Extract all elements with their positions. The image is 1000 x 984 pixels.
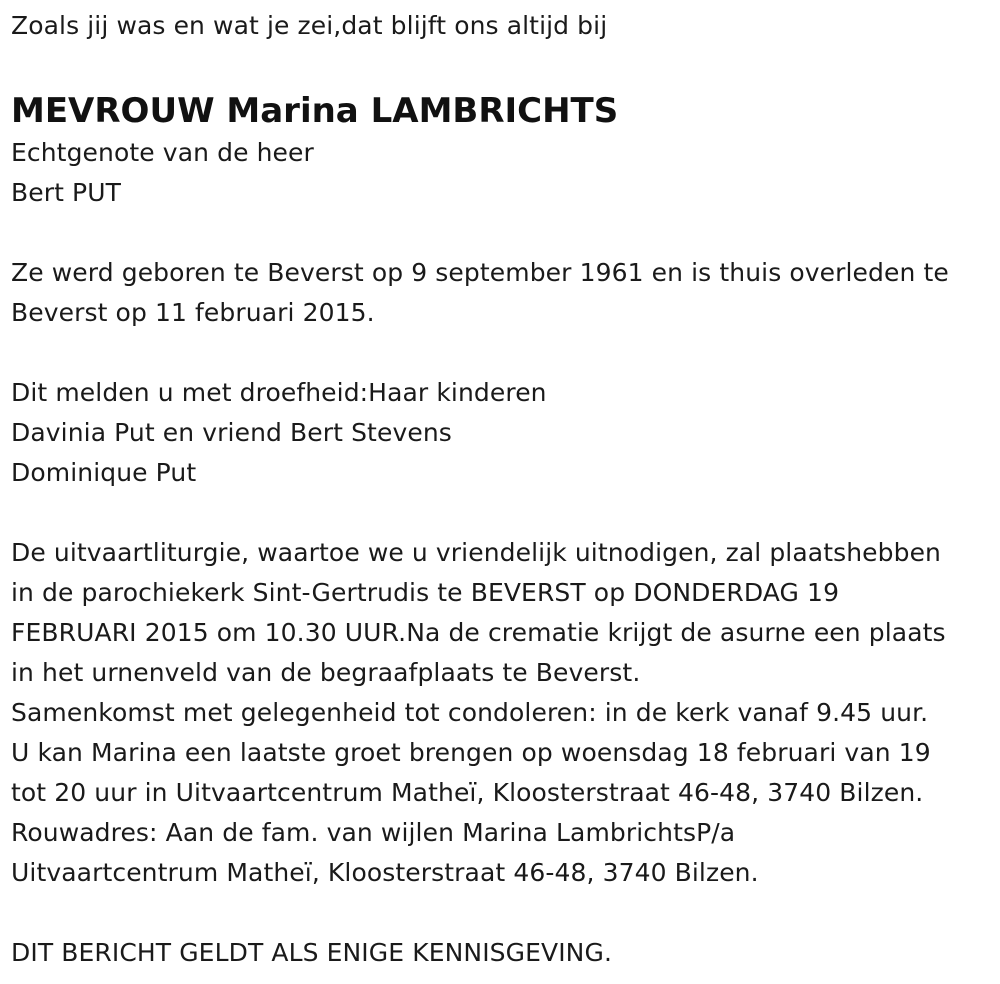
relation-line-1: Echtgenote van de heer bbox=[11, 138, 314, 167]
relation-line-2: Bert PUT bbox=[11, 178, 122, 207]
spacer bbox=[11, 493, 996, 533]
closing-statement: DIT BERICHT GELDT ALS ENIGE KENNISGEVING. bbox=[11, 938, 612, 967]
funeral-line-2: in de parochiekerk Sint-Gertrudis te BEVERST op DONDERDAG 19 bbox=[11, 578, 840, 607]
spacer bbox=[11, 893, 996, 933]
funeral-line-9: Uitvaartcentrum Matheï, Kloosterstraat 46-48, 3740 Bilzen. bbox=[11, 858, 759, 887]
announcers-line-3: Dominique Put bbox=[11, 458, 197, 487]
deceased-name: MEVROUW Marina LAMBRICHTS bbox=[11, 91, 619, 131]
spacer bbox=[11, 333, 996, 373]
birth-death-line-1: Ze werd geboren te Beverst op 9 september 1961 en is thuis overleden te bbox=[11, 258, 949, 287]
funeral-line-3: FEBRUARI 2015 om 10.30 UUR.Na de crematie krijgt de asurne een plaats bbox=[11, 618, 946, 647]
spacer bbox=[11, 213, 996, 253]
motto: Zoals jij was en wat je zei,dat blijft ons altijd bij bbox=[11, 11, 608, 40]
funeral-line-1: De uitvaartliturgie, waartoe we u vriendelijk uitnodigen, zal plaatshebben bbox=[11, 538, 942, 567]
announcers-line-1: Dit melden u met droefheid:Haar kinderen bbox=[11, 378, 547, 407]
funeral-line-4: in het urnenveld van de begraafplaats te Beverst. bbox=[11, 658, 641, 687]
obituary-notice bbox=[11, 6, 996, 973]
funeral-line-8: Rouwadres: Aan de fam. van wijlen Marina LambrichtsP/a bbox=[11, 818, 736, 847]
funeral-line-6: U kan Marina een laatste groet brengen op woensdag 18 februari van 19 bbox=[11, 738, 931, 767]
funeral-line-5: Samenkomst met gelegenheid tot condoleren: in de kerk vanaf 9.45 uur. bbox=[11, 698, 929, 727]
birth-death-line-2: Beverst op 11 februari 2015. bbox=[11, 298, 375, 327]
announcers-line-2: Davinia Put en vriend Bert Stevens bbox=[11, 418, 452, 447]
funeral-line-7: tot 20 uur in Uitvaartcentrum Matheï, Kloosterstraat 46-48, 3740 Bilzen. bbox=[11, 778, 924, 807]
